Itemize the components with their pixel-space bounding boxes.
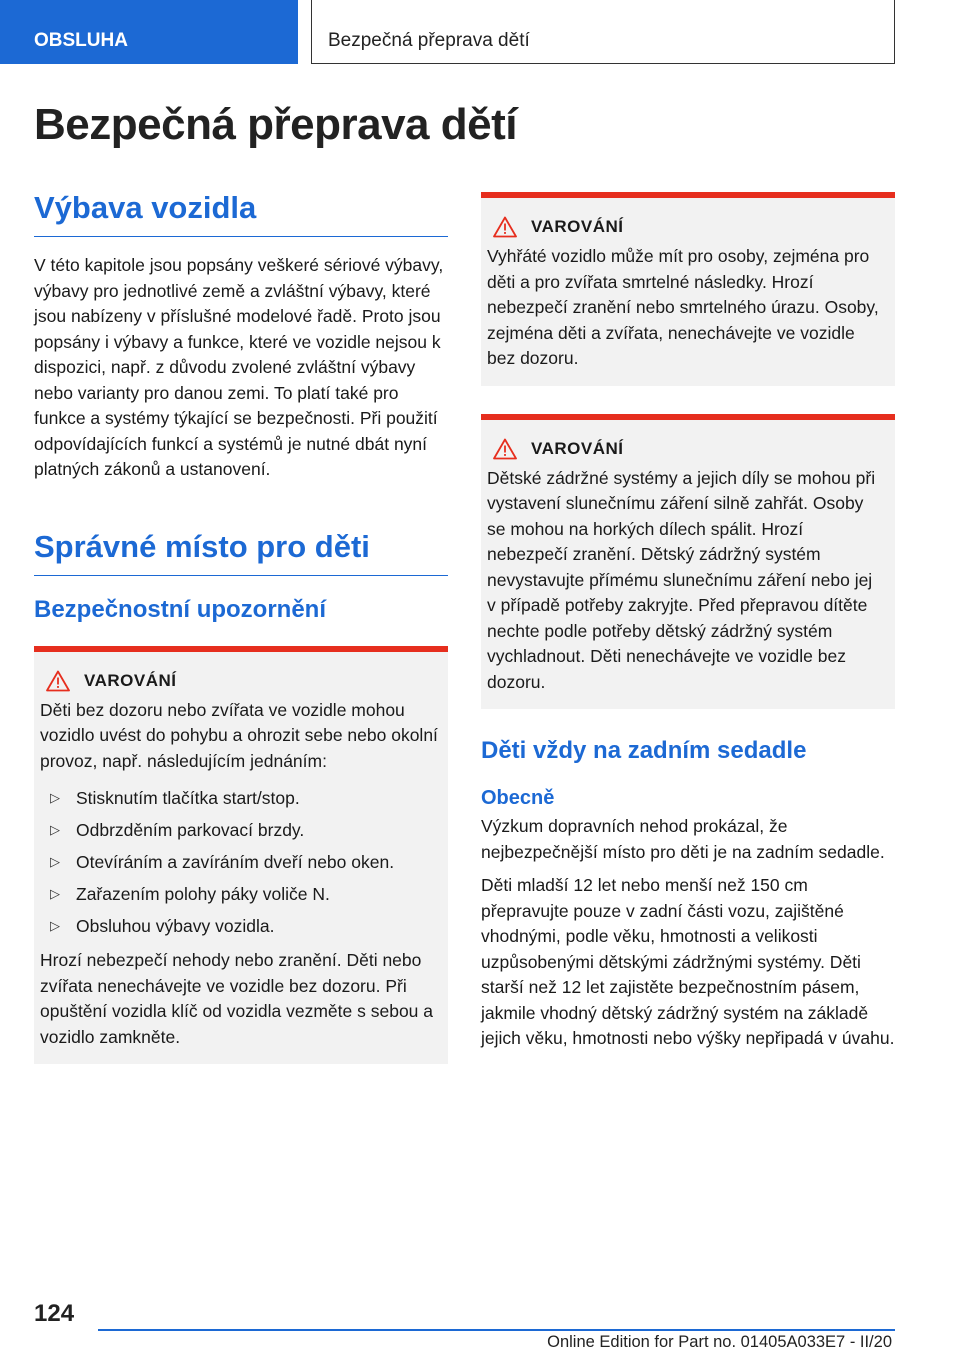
- general-heading: Obecně: [481, 787, 555, 809]
- list-item: ▷ Otevíráním a zavíráním dveří nebo oken.: [40, 846, 438, 878]
- general-text-1: Výzkum dopravních nehod prokázal, že nejbezpečnější místo pro děti je na zadním sedadle.: [481, 816, 885, 862]
- warning-label: VAROVÁNÍ: [531, 438, 624, 458]
- warning-text: Vyhřáté vozidlo může mít pro osoby, zejména pro děti a pro zvířata smrtelné následky. Hrozí nebezpečí zranění nebo smrtelného úrazu. Osoby, zejména děti a zvířata, nenechávejte ve vozidle bez dozoru.: [487, 246, 879, 368]
- chapter-title: Bezpečná přeprava dětí: [311, 0, 895, 64]
- section-tab: OBSLUHA: [0, 0, 298, 64]
- warning-header: [40, 670, 438, 692]
- equipment-heading: Výbava vozidla: [34, 190, 448, 237]
- warning-box-children: [34, 646, 448, 1065]
- general-text-2: Děti mladší 12 let nebo menší než 150 cm přepravujte pouze v zadní části vozu, zajištěné vhodnými, podle věku, hmotnosti a velikosti uzpůsobenými dětskými zádržnými systémy. Děti starší než 12 let zajistěte bezpečnostním pásem, jakmile vhodný dětský zádržný systém na základě jejich věku, hmotnosti nebo výšky nepřipadá v úvahu.: [481, 875, 895, 1048]
- bullet-triangle-icon: ▷: [50, 854, 60, 869]
- warning-label: VAROVÁNÍ: [531, 217, 624, 236]
- warning-label: VAROVÁNÍ: [84, 670, 177, 690]
- bullet-triangle-icon: ▷: [50, 790, 60, 805]
- list-item: ▷ Obsluhou výbavy vozidla.: [40, 910, 438, 942]
- page-title: Bezpečná přeprava dětí: [34, 100, 517, 149]
- list-item: ▷ Stisknutím tlačítka start/stop.: [40, 782, 438, 814]
- safety-heading: Bezpečnostní upozornění: [34, 595, 327, 623]
- warning-triangle-icon: [493, 438, 517, 460]
- bullet-triangle-icon: ▷: [50, 886, 60, 901]
- list-item: ▷ Odbrzděním parkovací brzdy.: [40, 814, 438, 846]
- left-column: [34, 190, 448, 1064]
- footer-divider: [98, 1329, 895, 1331]
- bullet-triangle-icon: ▷: [50, 822, 60, 837]
- edition-text: Online Edition for Part no. 01405A033E7 - II/20: [547, 1333, 892, 1351]
- page-number: 124: [34, 1300, 75, 1327]
- equipment-text: V této kapitole jsou popsány veškeré sériové výbavy, výbavy pro jednotlivé země a zvláštní výbavy, které jsou nabízeny v příslušné modelové řadě. Proto jsou popsány i výbavy a funkce, které ve vozidle nejsou k dispozici, např. z důvodu zvolené zvláštní výbavy nebo varianty pro danou zemi. To platí také pro funkce a systémy týkající se bezpečnosti. Při použití odpovídajících funkcí a systémů je nutné dbát nyní platných zákonů a ustanovení.: [34, 255, 444, 479]
- warning-intro: Děti bez dozoru nebo zvířata ve vozidle mohou vozidlo uvést do pohybu a ohrozit sebe nebo okolní provoz, např. následujícím jednáním:: [40, 699, 438, 771]
- warning-box-sun: [481, 414, 895, 710]
- warning-triangle-icon: [46, 670, 70, 692]
- warning-box-heat: [481, 192, 895, 386]
- warning-header: [487, 216, 885, 238]
- rear-seat-heading: Děti vždy na zadním sedadle: [481, 737, 807, 764]
- bullet-triangle-icon: ▷: [50, 918, 60, 933]
- warning-header: [487, 438, 885, 460]
- warning-outro: Hrozí nebezpečí nehody nebo zranění. Děti nebo zvířata nenechávejte ve vozidle bez dozoru. Při opuštění vozidla klíč od vozidla vezměte s sebou a vozidlo zamkněte.: [40, 950, 433, 1047]
- warning-list: [40, 782, 438, 942]
- right-column: [481, 192, 895, 1052]
- list-item: ▷ Zařazením polohy páky voliče N.: [40, 878, 438, 910]
- warning-triangle-icon: [493, 216, 517, 238]
- place-heading: Správné místo pro děti: [34, 529, 448, 576]
- warning-text: Dětské zádržné systémy a jejich díly se mohou při vystavení slunečnímu záření silně zahřát. Osoby se mohou na horkých dílech spálit. Hrozí nebezpečí zranění. Dětský zádržný systém nevystavujte přímému slunečnímu záření nebo jej v případě potřeby zakryjte. Před přepravou dítěte nechte podle potřeby dětský zádržný systém vychladnout. Děti nenechávejte ve vozidle bez dozoru.: [487, 467, 876, 692]
